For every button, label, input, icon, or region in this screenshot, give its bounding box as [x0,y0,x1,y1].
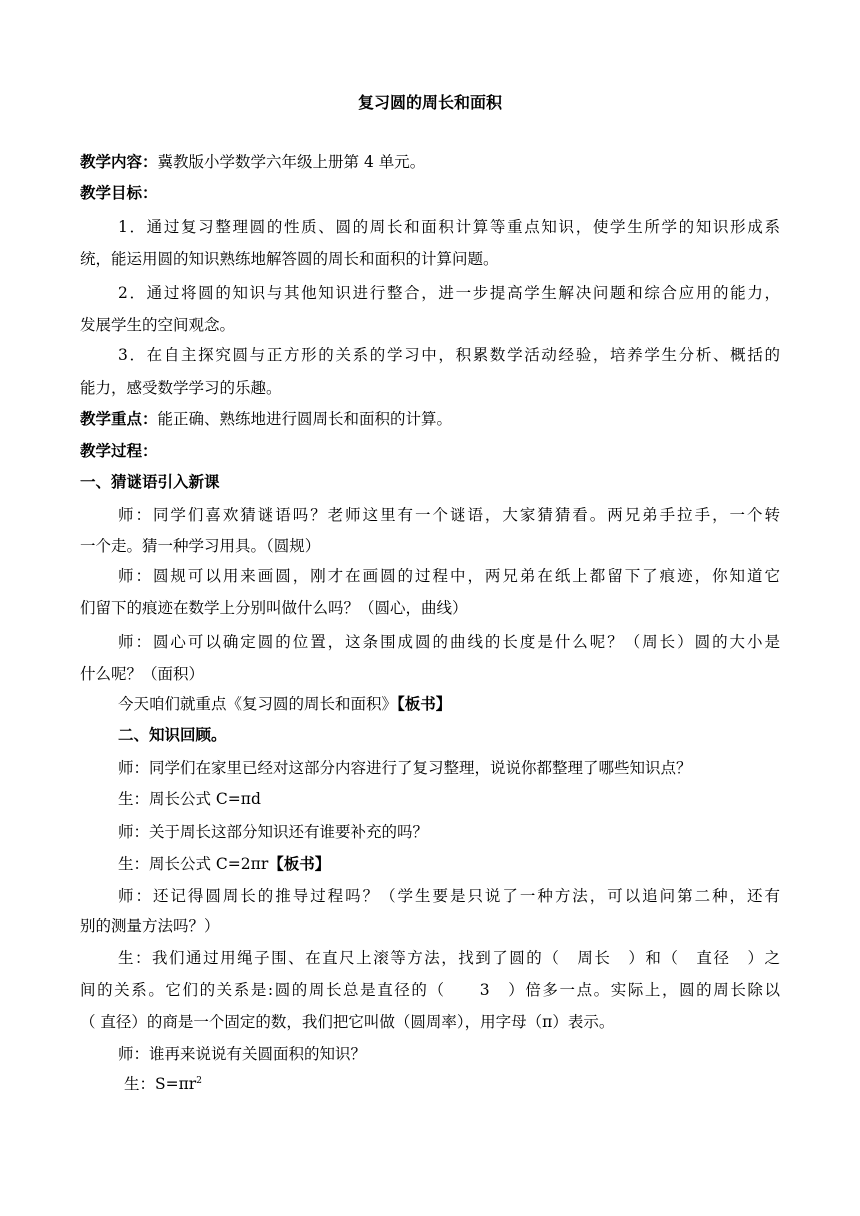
teaching-focus [80,407,780,431]
teaching-focus-label: 教学重点： [80,410,158,428]
area-answer [124,1072,780,1096]
today-topic [118,692,780,716]
document-title: 复习圆的周长和面积 [357,93,502,112]
section-1-heading: 一、猜谜语引入新课 [80,473,220,491]
formula-2-text: 生：周长公式 C=2πr [118,855,269,873]
dialogue-line-3: 师：关于周长这部分知识还有谁要补充的吗？ [118,823,429,841]
answer-line-3: （ 直径）的商是一个固定的数，我们把它叫做（圆周率），用字母（π）表示。 [80,1013,615,1031]
answer-line-2: 间的关系。它们的关系是:圆的周长总是直径的（ 3 ）倍多一点。实际上，圆的周长除以 [80,981,780,999]
goal-3-line-2: 能力，感受数学学习的乐趣。 [80,379,282,397]
dialogue-line-1: 师：同学们在家里已经对这部分内容进行了复习整理，说说你都整理了哪些知识点？ [118,759,692,777]
center-line-1: 师：圆心可以确定圆的位置，这条围成圆的曲线的长度是什么呢？（周长）圆的大小是 [118,633,780,651]
goal-2-line-2: 发展学生的空间观念。 [80,316,236,334]
goal-3-line-1: 3．在自主探究圆与正方形的关系的学习中，积累数学活动经验，培养学生分析、概括的 [118,346,780,364]
teaching-process-label: 教学过程： [80,442,158,460]
formula-2-note: 【板书】 [268,855,331,873]
derivation-line-2: 别的测量方法吗？） [80,917,220,935]
teaching-content [80,150,780,174]
section-2-heading: 二、知识回顾。 [118,726,227,744]
area-answer-exponent: 2 [196,1075,202,1086]
teaching-content-text: 冀教版小学数学六年级上册第 4 单元。 [157,153,426,171]
derivation-line-1: 师：还记得圆周长的推导过程吗？（学生要是只说了一种方法，可以追问第二种，还有 [118,887,780,905]
area-answer-text: 生：S=πr [124,1075,197,1093]
answer-line-1: 生：我们通过用绳子围、在直尺上滚等方法，找到了圆的（ 周长 ）和（ 直径 ）之 [118,949,780,967]
today-topic-text: 今天咱们就重点《复习圆的周长和面积》 [118,695,398,713]
compass-line-2: 们留下的痕迹在数学上分别叫做什么吗？（圆心，曲线） [80,599,468,617]
goal-1-line-2: 统，能运用圆的知识熟练地解答圆的周长和面积的计算问题。 [80,250,499,268]
compass-line-1: 师：圆规可以用来画圆，刚才在画圆的过程中，两兄弟在纸上都留下了痕迹，你知道它 [118,567,780,585]
riddle-line-1: 师：同学们喜欢猜谜语吗？老师这里有一个谜语，大家猜猜看。两兄弟手拉手，一个转 [118,506,780,524]
dialogue-line-2: 生：周长公式 C=πd [118,790,261,808]
formula-2 [118,852,780,876]
area-question: 师：谁再来说说有关圆面积的知识？ [118,1045,367,1063]
teaching-focus-text: 能正确、熟练地进行圆周长和面积的计算。 [157,410,453,428]
riddle-line-2: 一个走。猜一种学习用具。（圆规） [80,537,321,555]
center-line-2: 什么呢？（面积） [80,665,205,683]
goal-1-line-1: 1．通过复习整理圆的性质、圆的周长和面积计算等重点知识，使学生所学的知识形成系 [118,218,780,236]
board-note: 【板书】 [397,695,452,713]
teaching-content-label: 教学内容： [80,153,158,171]
teaching-goals-label: 教学目标： [80,184,158,202]
goal-2-line-1: 2．通过将圆的知识与其他知识进行整合，进一步提高学生解决问题和综合应用的能力， [118,284,780,302]
